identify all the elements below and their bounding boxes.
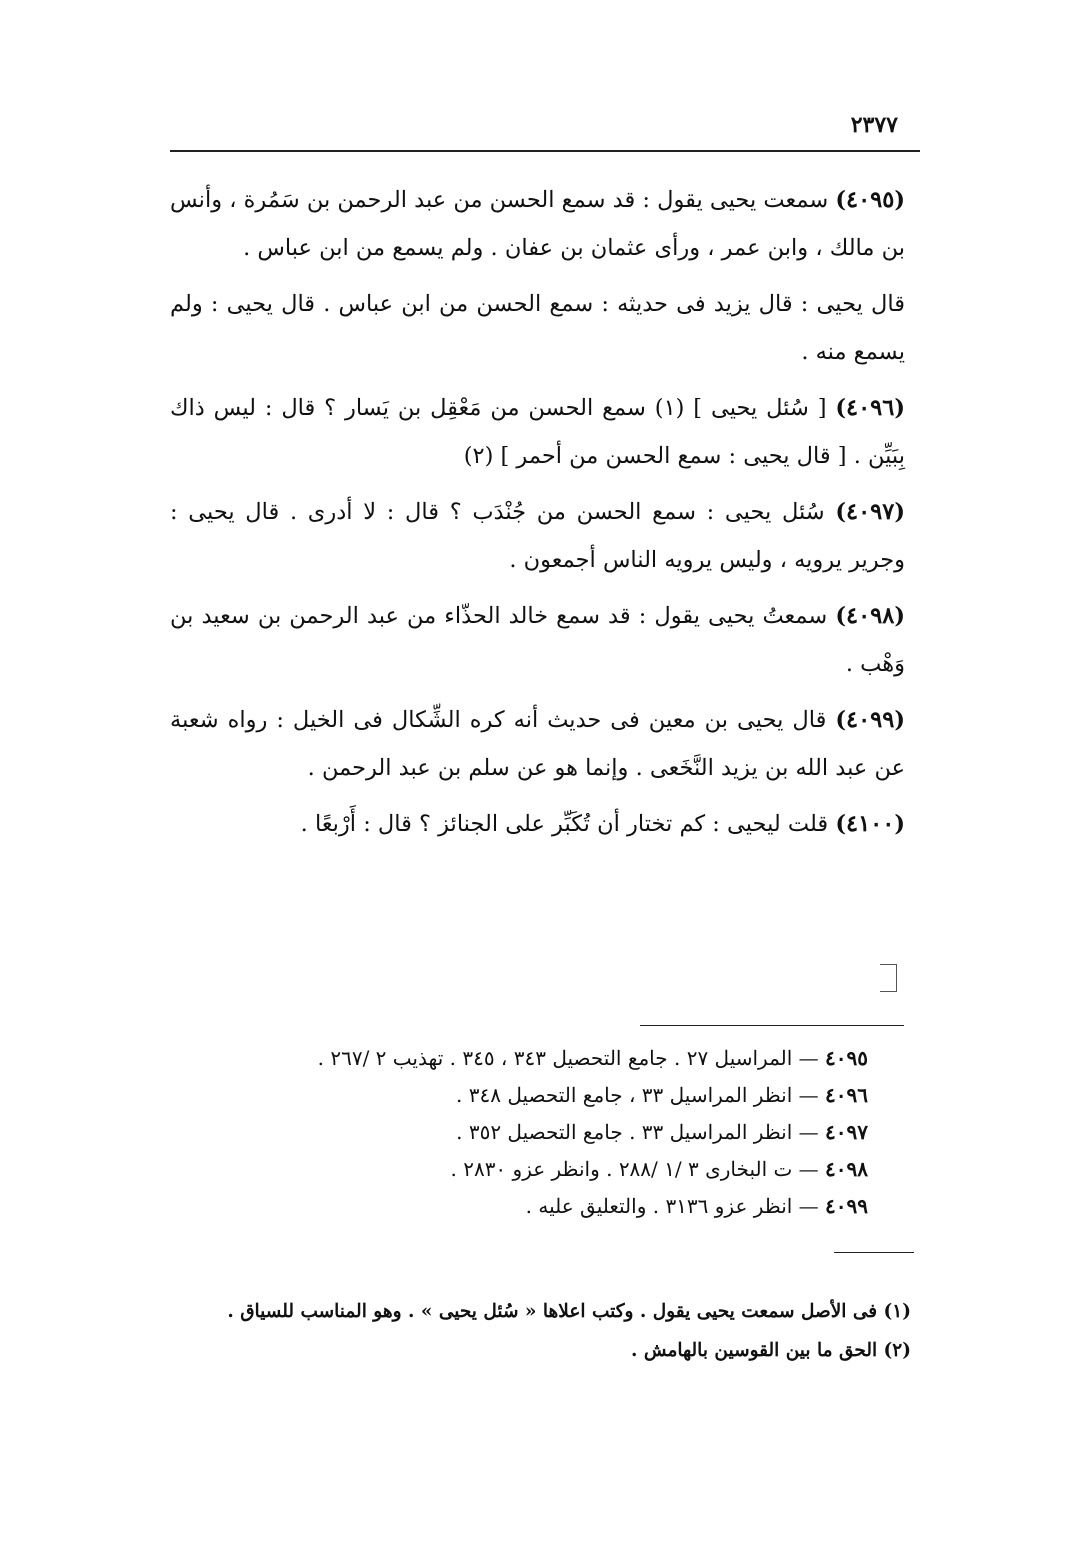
entry-text: قال يحيى بن معين فى حديث أنه كره الشِّكال فى الخيل : رواه شعبة عن عبد الله بن يزيد النَّخَعى . وإنما هو عن سلم بن عبد الرحمن . (170, 707, 905, 781)
header-rule (170, 150, 920, 152)
reference-number: ٤٠٩٦ (825, 1083, 868, 1107)
reference-text: انظر عزو ٣١٣٦ . والتعليق عليه . (525, 1194, 793, 1218)
entry-text: سُئل يحيى : سمع الحسن من جُنْدَب ؟ قال : لا أدرى . قال يحيى : وجرير يرويه ، وليس يرويه الناس أجمعون . (170, 499, 905, 573)
reference-line (170, 1151, 868, 1188)
main-text (170, 176, 905, 856)
entry-text: قال يحيى : قال يزيد فى حديثه : سمع الحسن من ابن عباس . قال يحيى : ولم يسمع منه . (170, 291, 905, 365)
references-rule (640, 1025, 904, 1026)
reference-line (170, 1114, 868, 1151)
footnotes (166, 1294, 911, 1372)
entry-4099 (170, 696, 905, 792)
entry-text: سمعت يحيى يقول : قد سمع الحسن من عبد الرحمن بن سَمُرة ، وأنس بن مالك ، وابن عمر ، ورأى عثمان بن عفان . ولم يسمع من ابن عباس . (170, 187, 905, 261)
reference-line (170, 1188, 868, 1225)
reference-line (170, 1040, 868, 1077)
footnote-rule (834, 1252, 914, 1253)
references-list (170, 1040, 868, 1225)
reference-number: ٤٠٩٥ (825, 1046, 868, 1070)
entry-number: (٤٠٩٨) (835, 603, 905, 629)
entry-number: (٤٠٩٦) (835, 395, 905, 421)
entry-number: (٤١٠٠) (835, 811, 905, 837)
entry-text: سمعتُ يحيى يقول : قد سمع خالد الحذّاء من عبد الرحمن بن سعيد بن وَهْب . (170, 603, 905, 677)
entry-text: قلت ليحيى : كم تختار أن تُكَبِّر على الجنائز ؟ قال : أَرْبعًا . (300, 811, 829, 837)
margin-bracket-mark (880, 964, 897, 992)
reference-number: ٤٠٩٨ (825, 1157, 868, 1181)
reference-dash: — (792, 1120, 819, 1144)
entry-number: (٤٠٩٩) (835, 707, 905, 733)
reference-dash: — (792, 1083, 819, 1107)
entry-number: (٤٠٩٥) (835, 187, 906, 213)
page-number: ٢٣٧٧ (850, 112, 898, 138)
entry-4096 (170, 384, 905, 480)
entry-4100 (170, 800, 905, 848)
reference-line (170, 1077, 868, 1114)
reference-dash: — (792, 1157, 819, 1181)
footnote-1: (١) فى الأصل سمعت يحيى يقول . وكتب اعلاها « سُئل يحيى » . وهو المناسب للسياق . (227, 1301, 911, 1322)
entry-4097 (170, 488, 905, 584)
reference-dash: — (792, 1046, 819, 1070)
footnote-2: (٢) الحق ما بين القوسين بالهامش . (631, 1340, 911, 1361)
reference-dash: — (792, 1194, 819, 1218)
reference-number: ٤٠٩٧ (825, 1120, 868, 1144)
reference-text: انظر المراسيل ٣٣ . جامع التحصيل ٣٥٢ . (456, 1120, 793, 1144)
entry-4095-note (170, 280, 905, 376)
reference-text: ت البخارى ٣ /١ /٢٨٨ . وانظر عزو ٢٨٣٠ . (450, 1157, 793, 1181)
entry-4095 (170, 176, 905, 272)
entry-number: (٤٠٩٧) (835, 499, 905, 525)
entry-4098 (170, 592, 905, 688)
entry-text: [ سُئل يحيى ] (١) سمع الحسن من مَعْقِل بن يَسار ؟ قال : ليس ذاك بِبَيِّن . [ قال يحيى : سمع الحسن من أحمر ] (٢) (170, 395, 905, 469)
reference-text: انظر المراسيل ٣٣ ، جامع التحصيل ٣٤٨ . (456, 1083, 793, 1107)
reference-text: المراسيل ٢٧ . جامع التحصيل ٣٤٣ ، ٣٤٥ . تهذيب ٢ /٢٦٧ . (317, 1046, 793, 1070)
reference-number: ٤٠٩٩ (825, 1194, 868, 1218)
